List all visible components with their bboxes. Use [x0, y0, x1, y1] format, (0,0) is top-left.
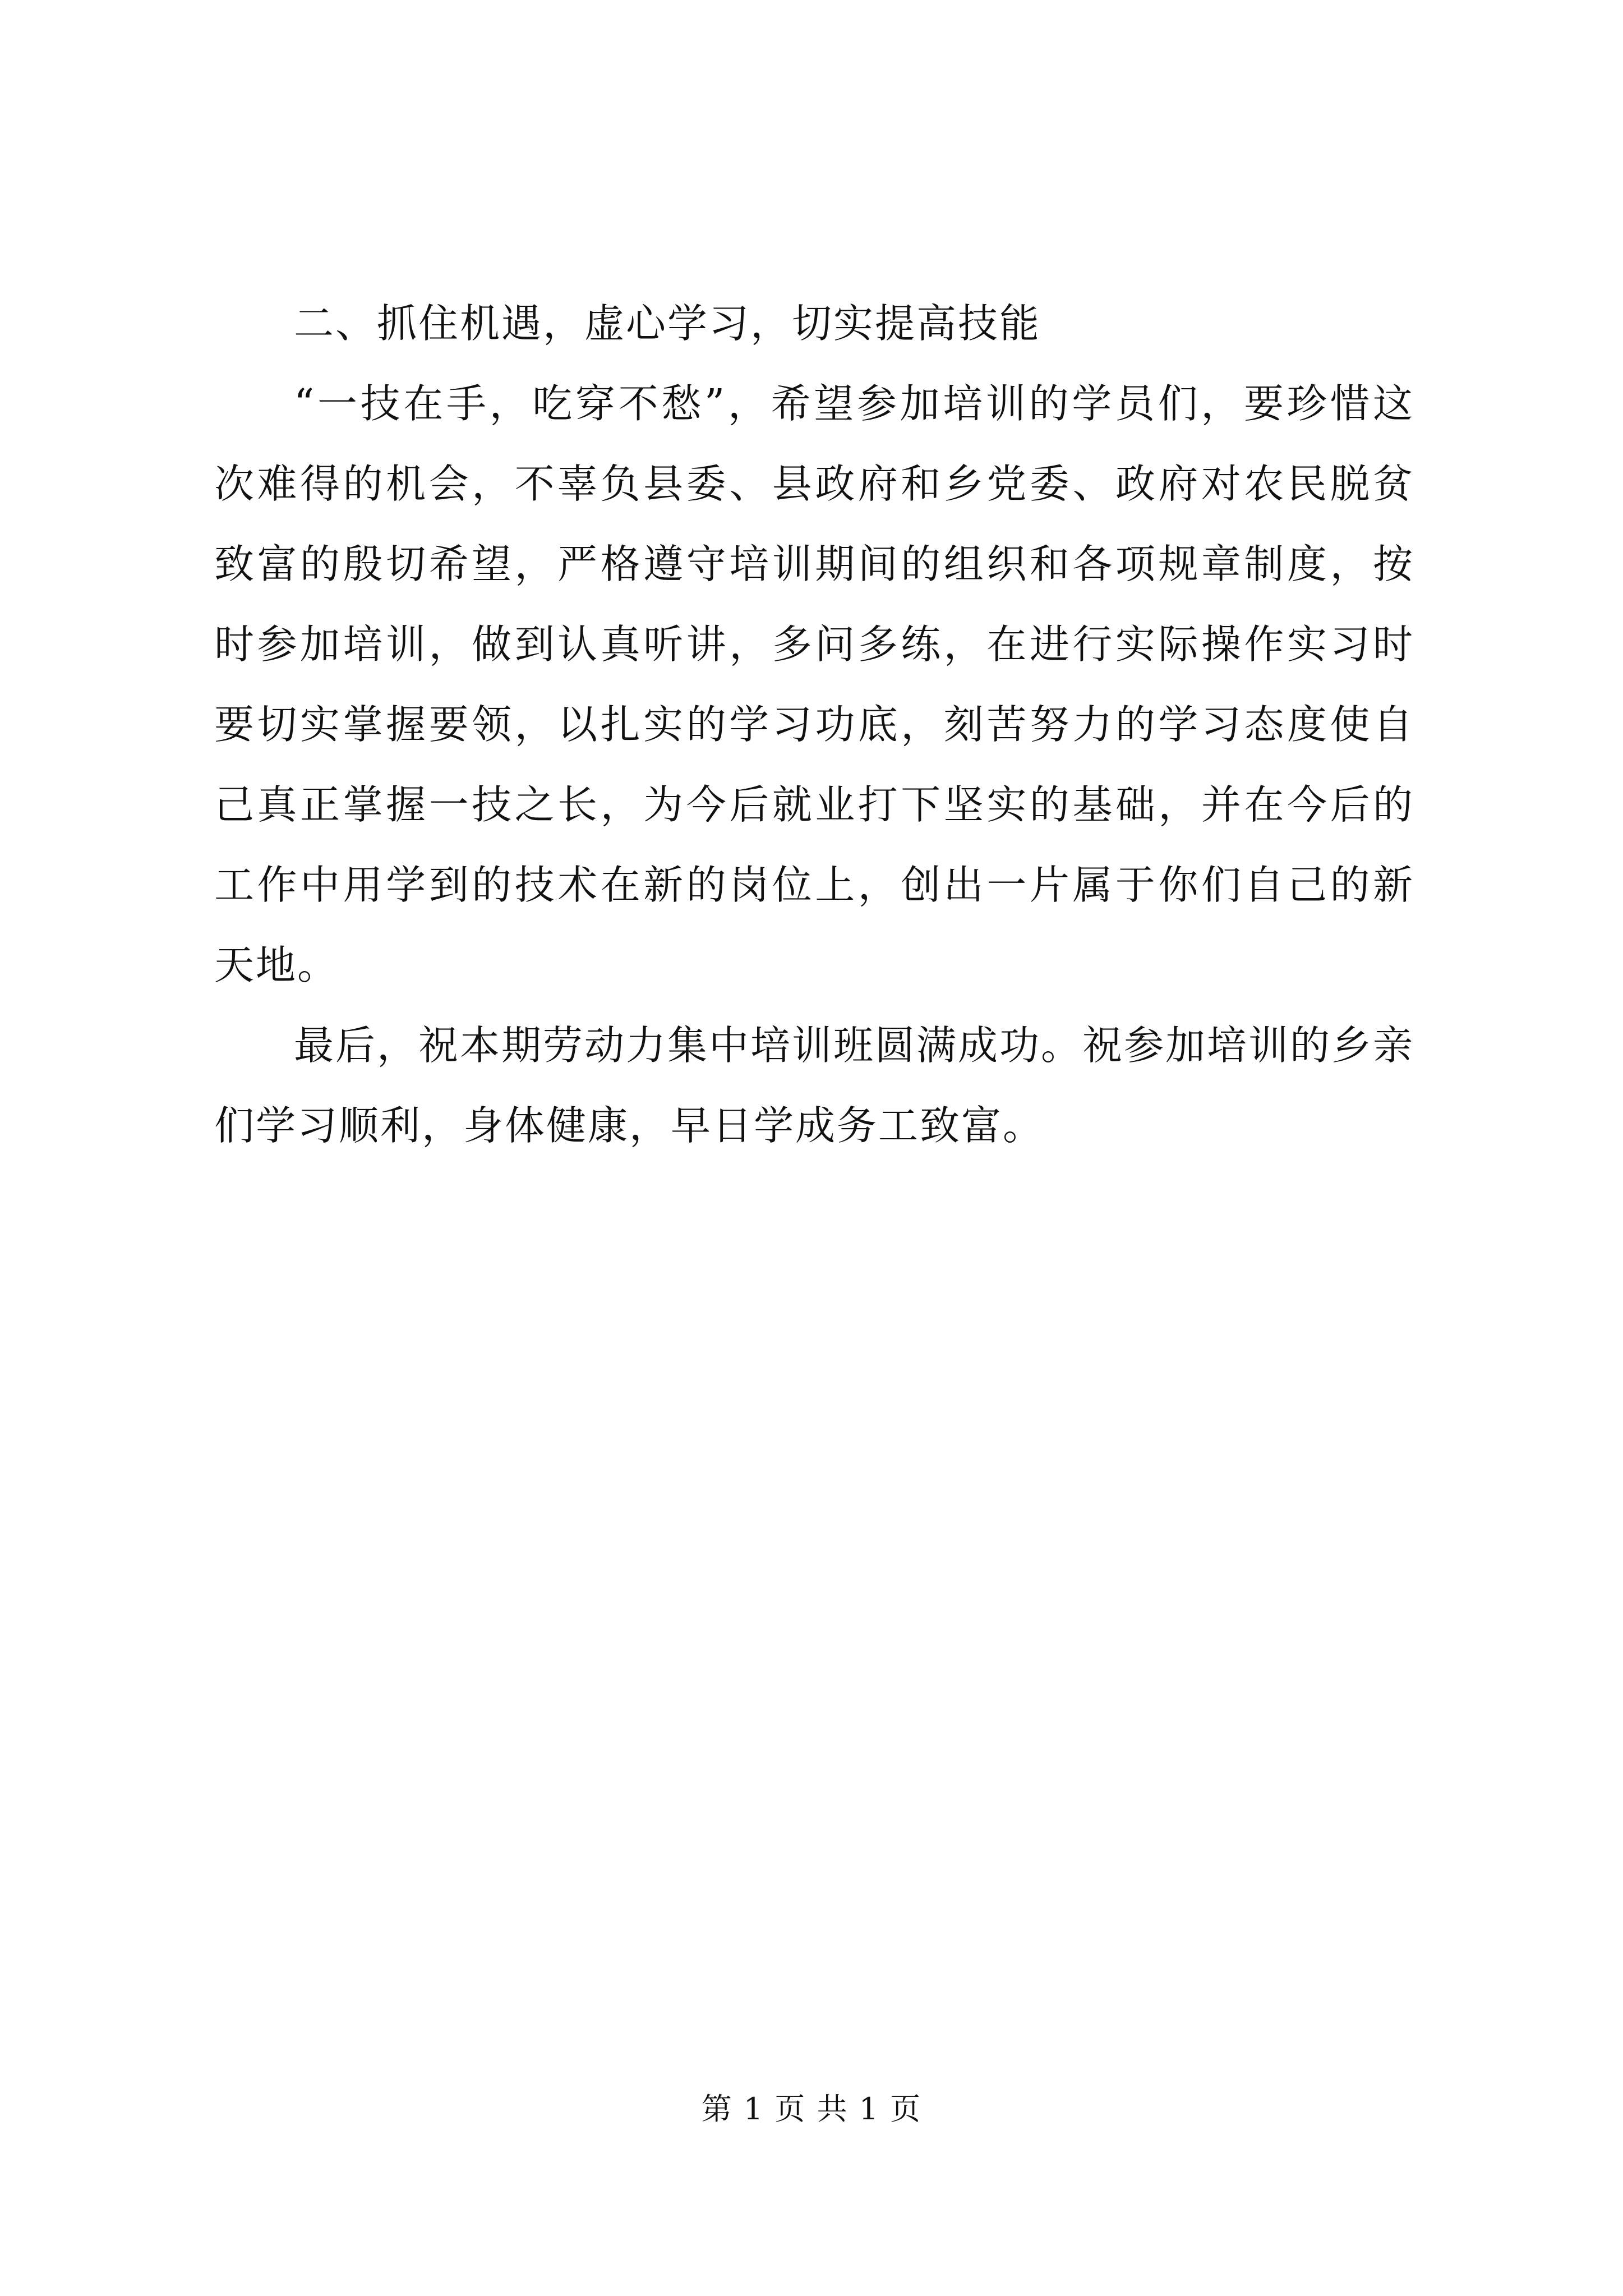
page-number: 第 1 页 共 1 页	[701, 2091, 922, 2127]
paragraph-skills: “一技在手，吃穿不愁”，希望参加培训的学员们，要珍惜这次难得的机会，不辜负县委、县政府和乡党委、政府对农民脱贫致富的殷切希望，严格遵守培训期间的组织和各项规章制度，按时参加培训，做到认真听讲，多问多练，在进行实际操作实习时要切实掌握要领，以扎实的学习功底，刻苦努力的学习态度使自己真正掌握一技之长，为今后就业打下坚实的基础，并在今后的工作中用学到的技术在新的岗位上，创出一片属于你们自己的新天地。	[214, 380, 1414, 988]
paragraph-closing: 最后，祝本期劳动力集中培训班圆满成功。祝参加培训的乡亲们学习顺利，身体健康，早日学成务工致富。	[214, 1022, 1415, 1149]
page-footer	[0, 2087, 1623, 2132]
document-body	[214, 283, 1414, 1166]
section-heading: 二、抓住机遇，虚心学习，切实提高技能	[294, 300, 1041, 347]
